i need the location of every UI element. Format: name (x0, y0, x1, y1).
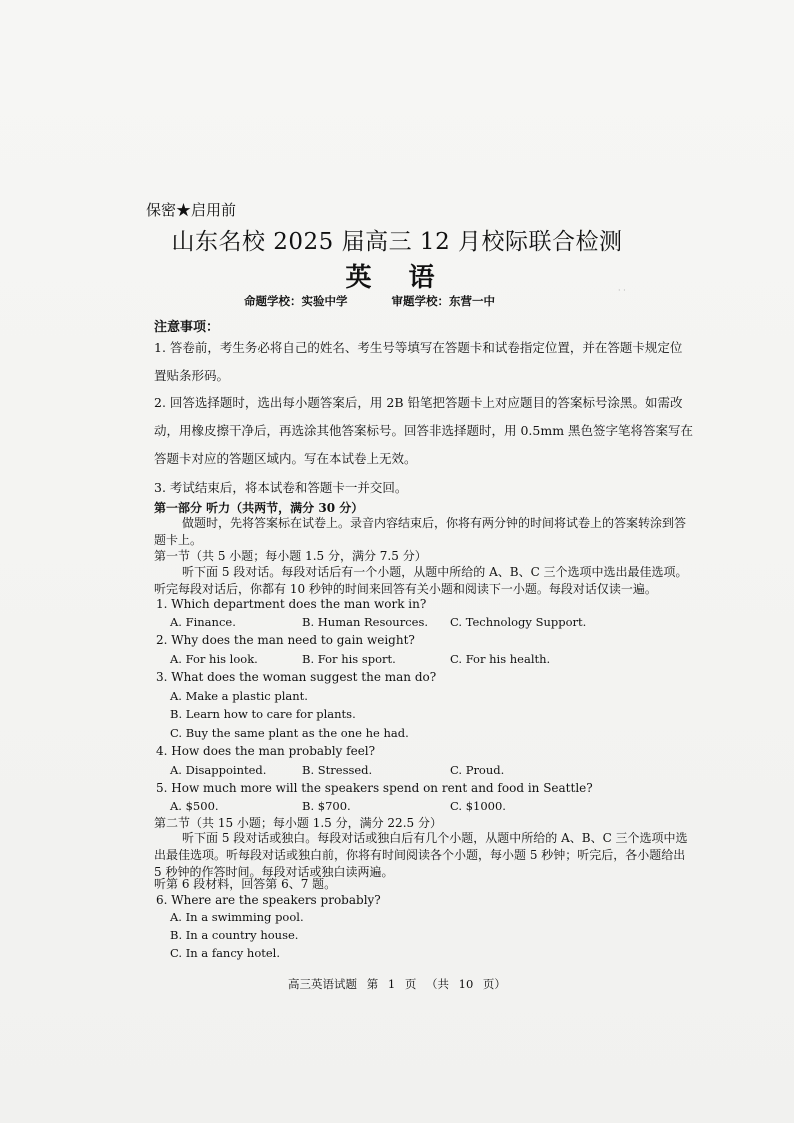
section1-heading: 第一节（共 5 小题；每小题 1.5 分，满分 7.5 分） (154, 549, 427, 563)
q1-option-b: B. Human Resources. (302, 615, 429, 629)
section2-intro: 听下面 5 段对话或独白。每段对话或独白后有几个小题，从题中所给的 A、B、C 三个选项中选出最佳选项。听每段对话或独白前，你将有时间阅读各个小题，每小题 5 秒钟；听完后，各小题给出 5 秒钟的作答时间。每段对话或独白读两遍。 (154, 831, 688, 879)
section1-intro: 听下面 5 段对话。每段对话后有一个小题，从题中所给的 A、B、C 三个选项中选出最佳选项。听完每段对话后，你都有 10 秒钟的时间来回答有关小题和阅读下一小题。每段对话仅读一遍。 (154, 565, 688, 596)
q1-option-c: C. Technology Support. (450, 615, 587, 629)
q2-option-c: C. For his health. (450, 652, 551, 666)
q4-option-a: A. Disappointed. (170, 763, 267, 777)
q2-option-b: B. For his sport. (302, 652, 396, 666)
notice-item-3: 3. 考试结束后，将本试卷和答题卡一并交回。 (154, 480, 408, 495)
part1-heading: 第一部分 听力（共两节，满分 30 分） (154, 501, 364, 515)
q1-option-a: A. Finance. (170, 615, 236, 629)
q5-option-c: C. $1000. (450, 799, 506, 813)
q5-option-a: A. $500. (170, 799, 219, 813)
question-1: 1. Which department does the man work in? (156, 597, 427, 611)
notice-item-1: 1. 答卷前，考生务必将自己的姓名、考生号等填写在答题卡和试卷指定位置，并在答题卡规定位置贴条形码。 (154, 340, 683, 383)
part1-intro: 做题时，先将答案标在试卷上。录音内容结束后，你将有两分钟的时间将试卷上的答案转涂到答题卡上。 (154, 516, 687, 547)
q4-option-c: C. Proud. (450, 763, 505, 777)
page-footer: 高三英语试题 第 1 页 （共 10 页） (288, 977, 506, 991)
scan-speck: · · (618, 286, 626, 295)
q6-option-c: C. In a fancy hotel. (170, 946, 281, 960)
material-instruction: 听第 6 段材料，回答第 6、7 题。 (154, 877, 337, 891)
notice-heading: 注意事项： (154, 320, 220, 335)
q2-option-a: A. For his look. (170, 652, 258, 666)
reviewer-school: 审题学校：东营一中 (391, 294, 495, 308)
q3-option-c: C. Buy the same plant as the one he had. (170, 726, 409, 740)
question-3: 3. What does the woman suggest the man do? (156, 670, 437, 684)
q4-option-b: B. Stressed. (302, 763, 373, 777)
section2-heading: 第二节（共 15 小题；每小题 1.5 分，满分 22.5 分） (154, 816, 442, 830)
q3-option-a: A. Make a plastic plant. (170, 689, 308, 703)
question-6: 6. Where are the speakers probably? (156, 893, 381, 907)
q6-option-a: A. In a swimming pool. (170, 910, 304, 924)
school-info (244, 293, 495, 309)
q5-option-b: B. $700. (302, 799, 351, 813)
q3-option-b: B. Learn how to care for plants. (170, 707, 356, 721)
maker-school: 命题学校：实验中学 (244, 294, 348, 308)
question-5: 5. How much more will the speakers spend on rent and food in Seattle? (156, 781, 593, 795)
subject-title: 英 语 (345, 263, 449, 293)
confidential-label: 保密★启用前 (146, 201, 237, 219)
exam-title: 山东名校 2025 届高三 12 月校际联合检测 (171, 229, 623, 255)
question-2: 2. Why does the man need to gain weight? (156, 633, 415, 647)
notice-item-2: 2. 回答选择题时，选出每小题答案后，用 2B 铅笔把答题卡上对应题目的答案标号涂黑。如需改动，用橡皮擦干净后，再选涂其他答案标号。回答非选择题时，用 0.5mm 黑色签字笔将答案写在答题卡对应的答题区域内。写在本试卷上无效。 (154, 395, 694, 466)
question-4: 4. How does the man probably feel? (156, 744, 376, 758)
q6-option-b: B. In a country house. (170, 928, 299, 942)
